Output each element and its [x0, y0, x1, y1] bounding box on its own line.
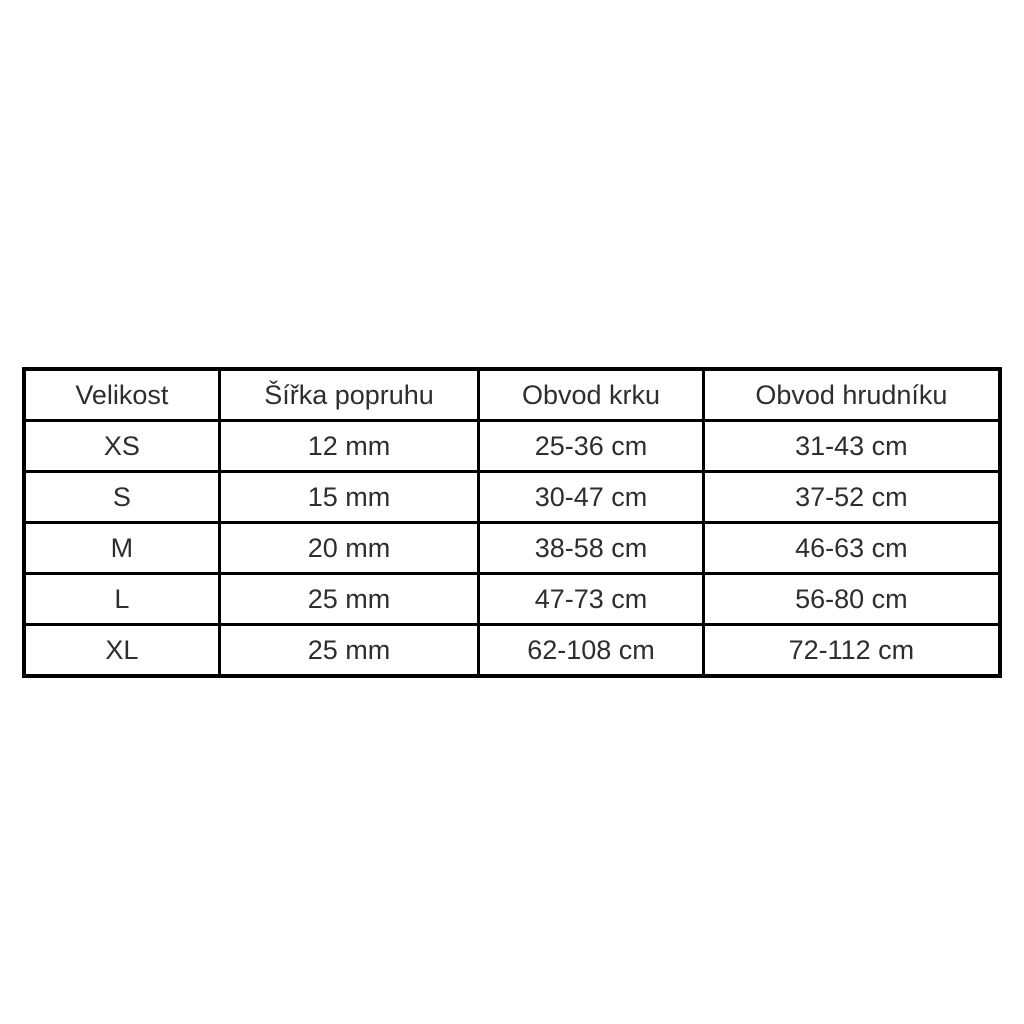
table-row-xl	[24, 625, 1000, 677]
cell-chest-girth: 72-112 cm	[703, 625, 1000, 677]
table-row-l	[24, 574, 1000, 625]
cell-strap-width: 15 mm	[219, 472, 479, 523]
cell-neck-girth: 38-58 cm	[479, 523, 703, 574]
column-header-obvod-krku: Obvod krku	[479, 369, 703, 421]
cell-chest-girth: 37-52 cm	[703, 472, 1000, 523]
column-header-sirka-popruhu: Šířka popruhu	[219, 369, 479, 421]
table-row-xs	[24, 421, 1000, 472]
column-header-velikost: Velikost	[24, 369, 219, 421]
cell-strap-width: 12 mm	[219, 421, 479, 472]
table-row-m	[24, 523, 1000, 574]
cell-neck-girth: 62-108 cm	[479, 625, 703, 677]
cell-size: S	[24, 472, 219, 523]
cell-neck-girth: 30-47 cm	[479, 472, 703, 523]
cell-strap-width: 25 mm	[219, 574, 479, 625]
cell-chest-girth: 31-43 cm	[703, 421, 1000, 472]
size-chart-table	[22, 367, 1002, 678]
cell-size: L	[24, 574, 219, 625]
cell-strap-width: 20 mm	[219, 523, 479, 574]
cell-chest-girth: 46-63 cm	[703, 523, 1000, 574]
cell-size: XS	[24, 421, 219, 472]
table-header-row	[24, 369, 1000, 421]
cell-neck-girth: 25-36 cm	[479, 421, 703, 472]
cell-size: XL	[24, 625, 219, 677]
cell-strap-width: 25 mm	[219, 625, 479, 677]
cell-neck-girth: 47-73 cm	[479, 574, 703, 625]
table-row-s	[24, 472, 1000, 523]
column-header-obvod-hrudniku: Obvod hrudníku	[703, 369, 1000, 421]
cell-chest-girth: 56-80 cm	[703, 574, 1000, 625]
cell-size: M	[24, 523, 219, 574]
